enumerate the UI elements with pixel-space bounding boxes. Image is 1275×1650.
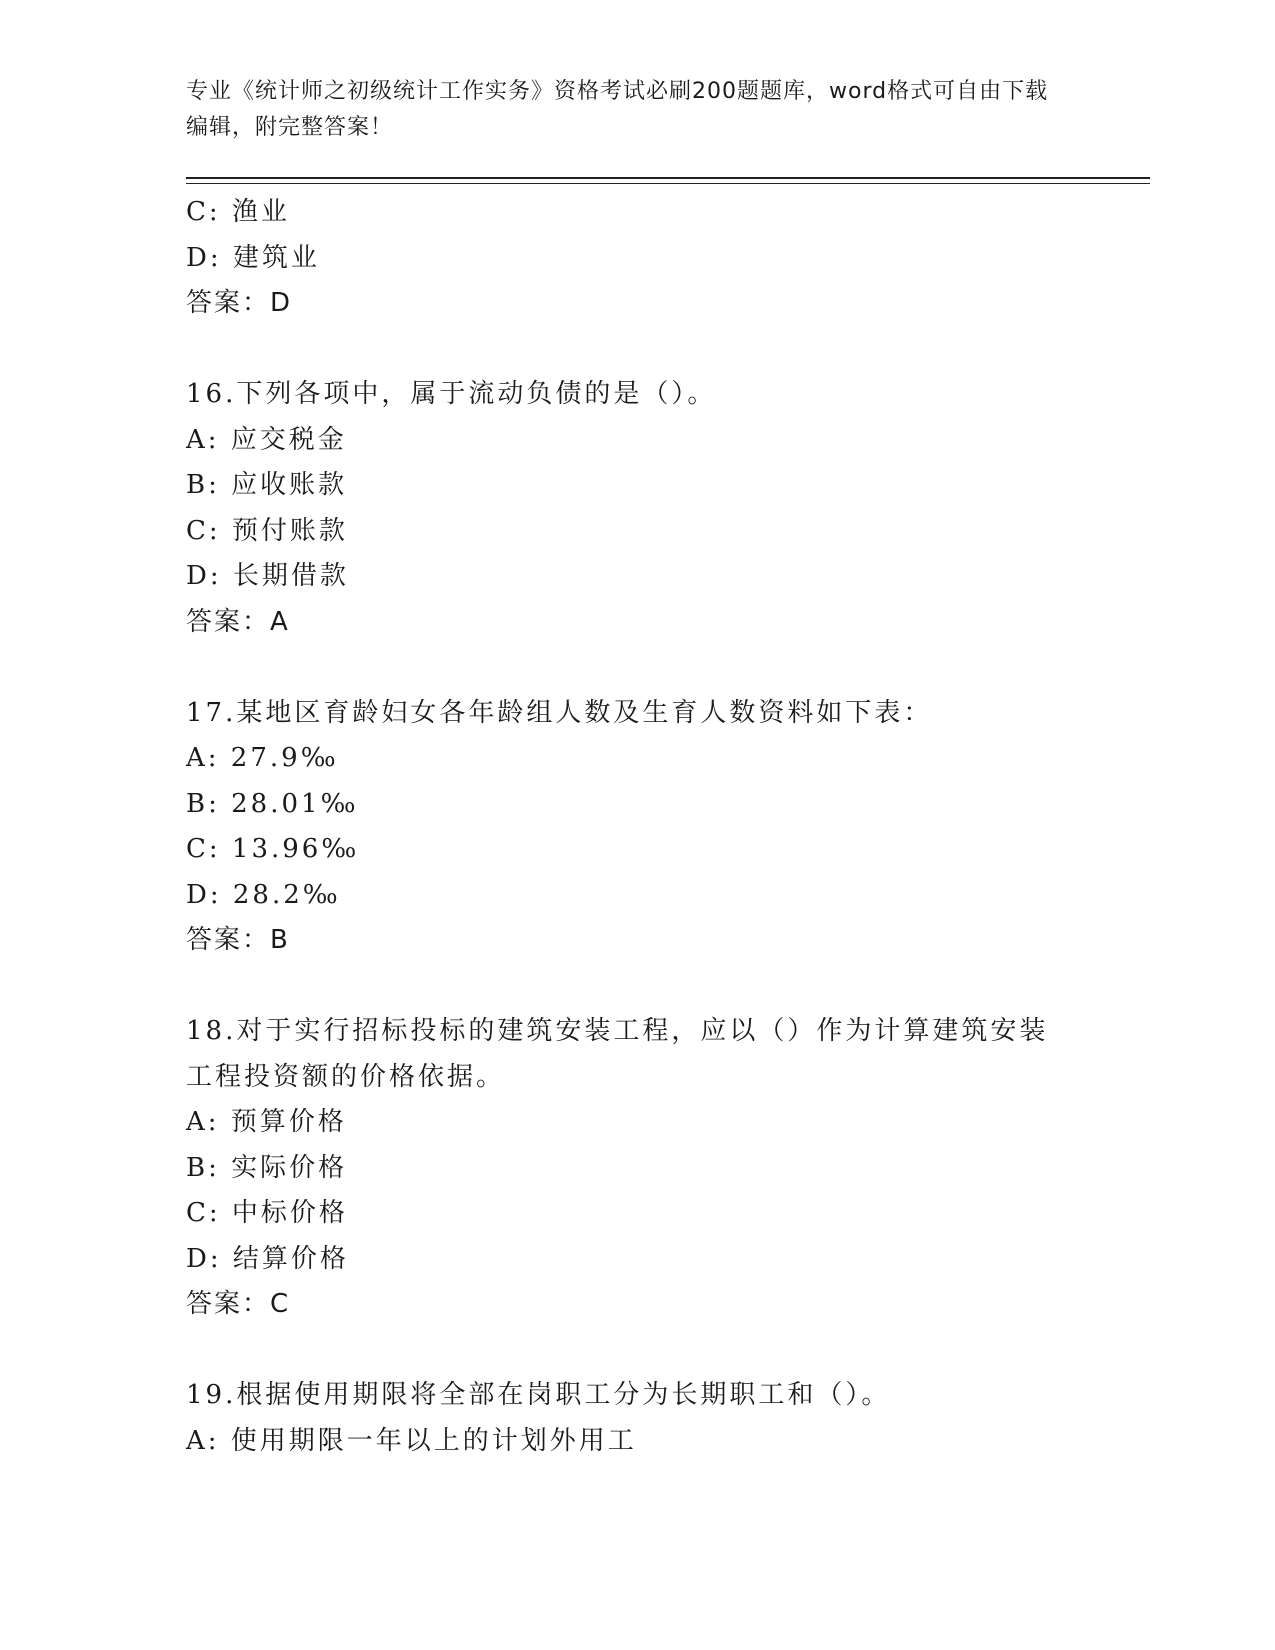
- option-line: C: 13.96‰: [186, 834, 360, 864]
- question-list: [186, 190, 1086, 1464]
- question-block-18: [186, 1009, 1086, 1328]
- option-line: A: 使用期限一年以上的计划外用工: [186, 1425, 637, 1456]
- spacer: [186, 1328, 1086, 1374]
- question-text: 18.对于实行招标投标的建筑安装工程，应以（）作为计算建筑安装工程投资额的价格依据。: [186, 1016, 1049, 1092]
- option-line: C: 渔业: [186, 197, 290, 227]
- option-line: D: 建筑业: [186, 242, 320, 273]
- spacer: [186, 327, 1086, 373]
- question-text: 17.某地区育龄妇女各年龄组人数及生育人数资料如下表：: [186, 697, 933, 728]
- answer-line: 答案：D: [186, 288, 293, 318]
- question-text: 19.根据使用期限将全部在岗职工分为长期职工和（）。: [186, 1380, 891, 1410]
- option-line: B: 应收账款: [186, 470, 348, 500]
- document-header: 专业《统计师之初级统计工作实务》资格考试必刷200题题库，word格式可自由下载编辑，附完整答案！: [186, 79, 1049, 140]
- spacer: [186, 645, 1086, 691]
- question-block-16: [186, 372, 1086, 645]
- option-line: A: 预算价格: [186, 1107, 347, 1137]
- option-line: C: 预付账款: [186, 515, 348, 546]
- option-line: D: 结算价格: [186, 1243, 349, 1274]
- option-line: A: 27.9‰: [186, 743, 339, 773]
- question-block-19: [186, 1373, 1086, 1464]
- continued-question: [186, 190, 1086, 327]
- option-line: D: 28.2‰: [186, 879, 341, 910]
- answer-line: 答案：A: [186, 606, 290, 637]
- header-rule-thick: [186, 177, 1150, 179]
- option-line: B: 实际价格: [186, 1152, 348, 1183]
- option-line: A: 应交税金: [186, 424, 347, 455]
- answer-line: 答案：B: [186, 925, 290, 955]
- question-block-17: [186, 691, 1086, 964]
- option-line: C: 中标价格: [186, 1198, 348, 1228]
- option-line: B: 28.01‰: [186, 788, 359, 819]
- question-text: 16.下列各项中，属于流动负债的是（）。: [186, 379, 717, 409]
- answer-line: 答案：C: [186, 1289, 291, 1319]
- option-line: D: 长期借款: [186, 561, 349, 591]
- spacer: [186, 964, 1086, 1010]
- header-rule-thin: [186, 183, 1150, 184]
